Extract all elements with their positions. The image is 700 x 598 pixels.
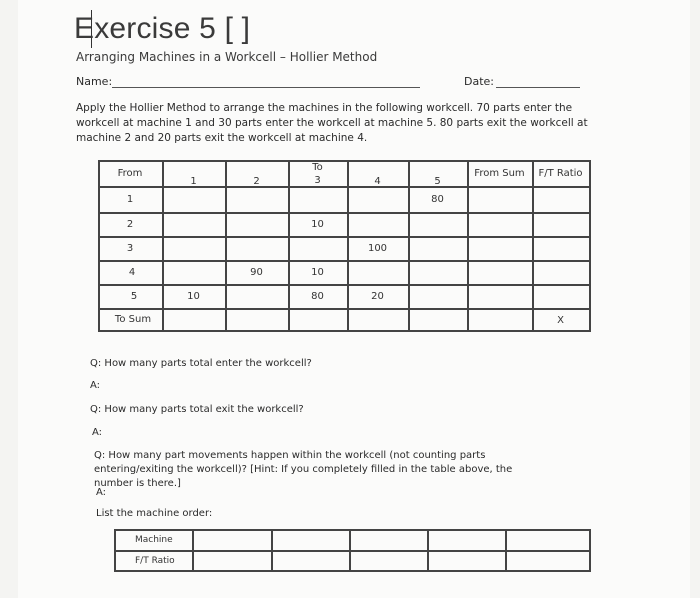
from-sum-header: From Sum: [474, 168, 525, 179]
to-header: To: [312, 162, 323, 173]
to-sum-ratio-mark: X: [557, 315, 564, 326]
name-label: Name:: [76, 75, 113, 88]
cell-5-4[interactable]: 20: [371, 291, 384, 302]
worksheet-page: [18, 0, 690, 598]
machine-row-label: Machine: [135, 535, 173, 545]
cell-5-3[interactable]: 80: [311, 291, 324, 302]
from-header: From: [117, 168, 143, 179]
col-header-4: 4: [374, 176, 381, 187]
to-sum-label: To Sum: [114, 314, 152, 325]
col-header-1: 1: [190, 176, 197, 187]
date-field[interactable]: [496, 87, 580, 88]
question-2: Q: How many parts total exit the workcell?: [90, 404, 304, 415]
from-to-table: [98, 160, 591, 332]
col-header-5: 5: [434, 176, 441, 187]
question-3: Q: How many part movements happen within the workcell (not counting parts entering/exiting the workcell)? [Hint: If you completely filled in the table above, the number is there.]: [94, 450, 513, 489]
row-label-5: 5: [130, 291, 138, 302]
answer-3: A:: [96, 487, 107, 498]
cell-4-3[interactable]: 10: [311, 267, 324, 278]
row-label-2: 2: [126, 219, 134, 230]
machine-order-table: [114, 529, 591, 572]
question-1: Q: How many parts total enter the workcell?: [90, 358, 312, 369]
row-label-4: 4: [128, 267, 136, 278]
name-field[interactable]: [112, 87, 420, 88]
name-date-row: [76, 75, 596, 88]
instructions-text: Apply the Hollier Method to arrange the machines in the following workcell. 70 parts enter the workcell at machine 1 and 30 parts enter the workcell at machine 5. 80 parts exit the workcell at machine 2 and 20 parts exit the workcell at machine 4.: [76, 102, 588, 144]
page-subtitle: Arranging Machines in a Workcell – Hollier Method: [76, 50, 378, 64]
cell-1-5[interactable]: 80: [431, 194, 444, 205]
col-header-3: 3: [314, 175, 321, 186]
machine-order-label: List the machine order:: [96, 508, 213, 519]
cell-5-1[interactable]: 10: [187, 291, 200, 302]
ft-ratio-row-label: F/T Ratio: [135, 556, 175, 566]
cell-3-4[interactable]: 100: [367, 243, 388, 254]
row-label-3: 3: [126, 243, 134, 254]
cell-4-2[interactable]: 90: [250, 267, 263, 278]
row-label-1: 1: [126, 194, 134, 205]
ft-ratio-header: F/T Ratio: [538, 168, 583, 179]
answer-1: A:: [90, 380, 101, 391]
date-label: Date:: [464, 75, 494, 88]
answer-2: A:: [92, 427, 103, 438]
page-title: Exercise 5 [ ]: [74, 12, 251, 45]
cell-2-3[interactable]: 10: [311, 219, 324, 230]
col-header-2: 2: [253, 176, 260, 187]
